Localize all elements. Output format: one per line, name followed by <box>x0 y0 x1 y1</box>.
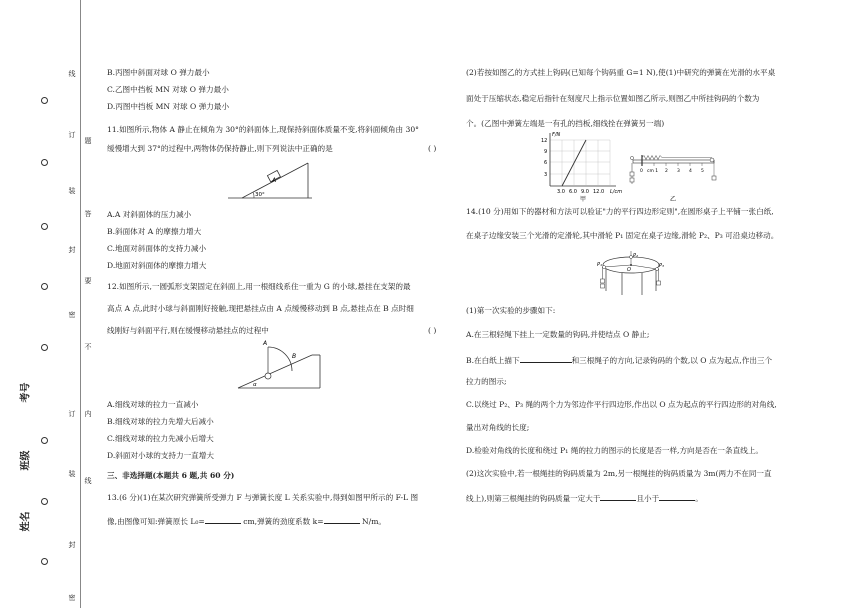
graph-caption: 甲 <box>580 196 587 202</box>
binding-hole <box>41 498 48 505</box>
binding-hole <box>41 437 48 444</box>
alpha-label: α <box>253 382 257 388</box>
answer-blank-l0[interactable] <box>205 515 241 524</box>
y-tick: 12 <box>541 138 548 144</box>
x-tick: 6.0 <box>569 189 577 195</box>
section-3-heading: 三、非选择题(本题共 6 题,共 60 分) <box>107 471 235 480</box>
q14-step-c-line1: C.以绕过 P₂、P₃ 绳的两个力为邻边作平行四边形,作出以 O 点为起点的平行四边形的对角线, <box>466 400 777 409</box>
binding-hole <box>41 97 48 104</box>
answer-blank-max-mass[interactable] <box>659 492 695 501</box>
binding-line <box>80 0 81 608</box>
q14-part2-line1: (2)这次实验中,若一根绳挂的钩码质量为 2m,另一根绳挂的钩码质量为 3m(两力不在同一直 <box>466 469 772 478</box>
binding-hole <box>41 344 48 351</box>
round-table-figure <box>594 249 666 299</box>
q11-answer-paren: ( ) <box>428 144 437 153</box>
q14-step-b-text-a: B.在白纸上描下 <box>466 356 520 365</box>
warning-char: 不 <box>84 343 92 351</box>
q12-option-b: B.细线对球的拉力先增大后减小 <box>107 417 214 426</box>
seal-char: 封 <box>68 246 76 254</box>
q10-option-d: D.丙图中挡板 MN 对球 O 弹力最小 <box>107 102 230 111</box>
q13-stem-line1: 13.(6 分)(1)在某次研究弹簧所受弹力 F 与弹簧长度 L 关系实验中,得到如图甲所示的 F-L 图 <box>107 493 419 502</box>
q14-part1-intro: (1)第一次实验的步骤如下: <box>466 306 556 315</box>
field-name: 姓名 <box>20 511 32 532</box>
warning-char: 内 <box>84 410 92 418</box>
ruler-spring-figure <box>628 146 718 202</box>
q13-stem-line2 <box>107 515 386 527</box>
seal-char: 封 <box>68 541 76 549</box>
binding-hole <box>41 558 48 565</box>
q13-text-a: 像,由图像可知:弹簧原长 L₀= <box>107 517 205 526</box>
field-class: 班级 <box>20 450 32 471</box>
warning-char: 答 <box>84 210 92 218</box>
pulley-p1-label: P₁ <box>597 262 603 268</box>
y-tick: 3 <box>544 172 548 178</box>
ruler-tick: 5 <box>701 169 704 174</box>
binding-hole <box>41 223 48 230</box>
q14-stem-line1: 14.(10 分)用如下的器材和方法可以验证"力的平行四边形定则",在圆形桌子上平铺一张白纸, <box>466 207 774 216</box>
y-tick: 9 <box>544 149 548 155</box>
x-tick: 3.0 <box>557 189 565 195</box>
pulley-p2-label: P₂ <box>633 253 639 259</box>
binding-hole <box>41 283 48 290</box>
ruler-tick: 2 <box>665 169 668 174</box>
q11-option-d: D.地面对斜面体的摩擦力增大 <box>107 261 207 270</box>
seal-char: 线 <box>68 70 76 78</box>
q14-part2-line2 <box>466 492 703 504</box>
q12-stem-line2: 高点 A 点,此时小球与斜面刚好接触,现把悬挂点由 A 点缓慢移动到 B 点,悬挂点在 B 点时细 <box>107 304 414 313</box>
q12-option-c: C.细线对球的拉力先减小后增大 <box>107 434 214 443</box>
angle-label: 30° <box>255 192 265 198</box>
q13-p2-line3: 个。(乙图中弹簧左端是一有孔的挡板,细线拴在弹簧另一端) <box>466 119 665 128</box>
force-length-graph <box>540 130 626 202</box>
seal-char: 装 <box>68 187 76 195</box>
seal-char: 密 <box>68 311 76 319</box>
q14-step-b-text-b: 和三根绳子的方向,记录钩码的个数,以 O 点为起点,作出三个 <box>571 356 773 365</box>
q12-stem-line3: 线刚好与斜面平行,则在缓慢移动悬挂点的过程中 <box>107 326 269 335</box>
binding-hole <box>41 159 48 166</box>
q14-part2-text-b: 且小于 <box>636 494 660 503</box>
ruler-tick: 3 <box>677 169 680 174</box>
q12-option-d: D.斜面对小球的支持力一直增大 <box>107 451 214 460</box>
q11-option-c: C.地面对斜面体的支持力减小 <box>107 244 207 253</box>
q14-stem-line2: 在桌子边缘安装三个光滑的定滑轮,其中滑轮 P₁ 固定在桌子边缘,滑轮 P₂、P₃ 可沿桌边移动。 <box>466 231 779 240</box>
ruler-caption: 乙 <box>670 196 677 202</box>
q14-part2-text-c: 。 <box>695 494 703 503</box>
field-exam-number: 考号 <box>20 382 32 403</box>
warning-char: 线 <box>84 477 92 485</box>
q13-p2-line1: (2)若按如图乙的方式挂上钩码(已知每个钩码重 G=1 N),使(1)中研究的弹簧在光滑的水平桌 <box>466 68 776 77</box>
q14-step-d: D.检验对角线的长度和绕过 P₁ 绳的拉力的图示的长度是否一样,方向是否在一条直线上。 <box>466 446 763 455</box>
answer-blank-record[interactable] <box>520 354 572 363</box>
warning-char: 要 <box>84 277 92 285</box>
seal-char: 装 <box>68 470 76 478</box>
q11-option-a: A.A 对斜面体的压力减小 <box>107 210 192 219</box>
q14-step-a: A.在三根轻绳下挂上一定数量的钩码,并使结点 O 静止; <box>466 330 650 339</box>
y-axis-label: F/N <box>552 132 561 138</box>
q11-stem-line1: 11.如图所示,物体 A 静止在倾角为 30°的斜面体上,现保持斜面体质量不变,将斜面倾角由 30° <box>107 125 419 134</box>
arc-support-figure <box>236 338 326 390</box>
seal-char: 订 <box>68 131 76 139</box>
q13-text-c: N/m。 <box>359 517 387 526</box>
q14-part2-text-a: 线上),则第三根绳挂的钩码质量一定大于 <box>466 494 601 503</box>
x-tick: 9.0 <box>581 189 589 195</box>
q12-stem-line1: 12.如图所示,一圆弧形支架固定在斜面上,用一根细线系住一重为 G 的小球,悬挂在支架的最 <box>107 282 411 291</box>
ruler-tick: 4 <box>689 169 692 174</box>
q10-option-b: B.丙图中斜面对球 O 弹力最小 <box>107 68 210 77</box>
q12-answer-paren: ( ) <box>428 326 437 335</box>
q11-option-b: B.斜面体对 A 的摩擦力增大 <box>107 227 202 236</box>
answer-blank-min-mass[interactable] <box>600 492 636 501</box>
warning-char: 题 <box>84 137 92 145</box>
ruler-tick: cm 1 <box>647 169 659 174</box>
q14-step-b-line2: 拉力的图示; <box>466 377 507 386</box>
q11-stem-line2: 缓慢增大到 37°的过程中,两物体仍保持静止,则下列说法中正确的是 <box>107 144 333 153</box>
x-axis-label: L/cm <box>610 189 623 195</box>
block-label-a: A <box>272 177 277 184</box>
y-tick: 6 <box>544 160 548 166</box>
incline-figure <box>228 160 318 202</box>
q12-option-a: A.细线对球的拉力一直减小 <box>107 400 199 409</box>
point-a-label: A <box>263 340 268 347</box>
answer-blank-k[interactable] <box>324 515 360 524</box>
q10-option-c: C.乙图中挡板 MN 对球 O 弹力最小 <box>107 85 229 94</box>
seal-char: 订 <box>68 410 76 418</box>
point-b-label: B <box>292 353 297 360</box>
pulley-p3-label: P₃ <box>659 263 665 269</box>
q13-text-b: cm,弹簧的劲度系数 k= <box>240 517 324 526</box>
seal-char: 密 <box>68 594 76 602</box>
ruler-tick: 0 <box>640 169 643 174</box>
x-tick: 12.0 <box>593 189 605 195</box>
q13-p2-line2: 面处于压缩状态,稳定后指针在刻度尺上指示位置如图乙所示,则图乙中所挂钩码的个数为 <box>466 94 760 103</box>
q14-step-c-line2: 量出对角线的长度; <box>466 423 530 432</box>
q14-step-b-line1 <box>466 354 772 366</box>
knot-o-label: O <box>627 267 631 273</box>
